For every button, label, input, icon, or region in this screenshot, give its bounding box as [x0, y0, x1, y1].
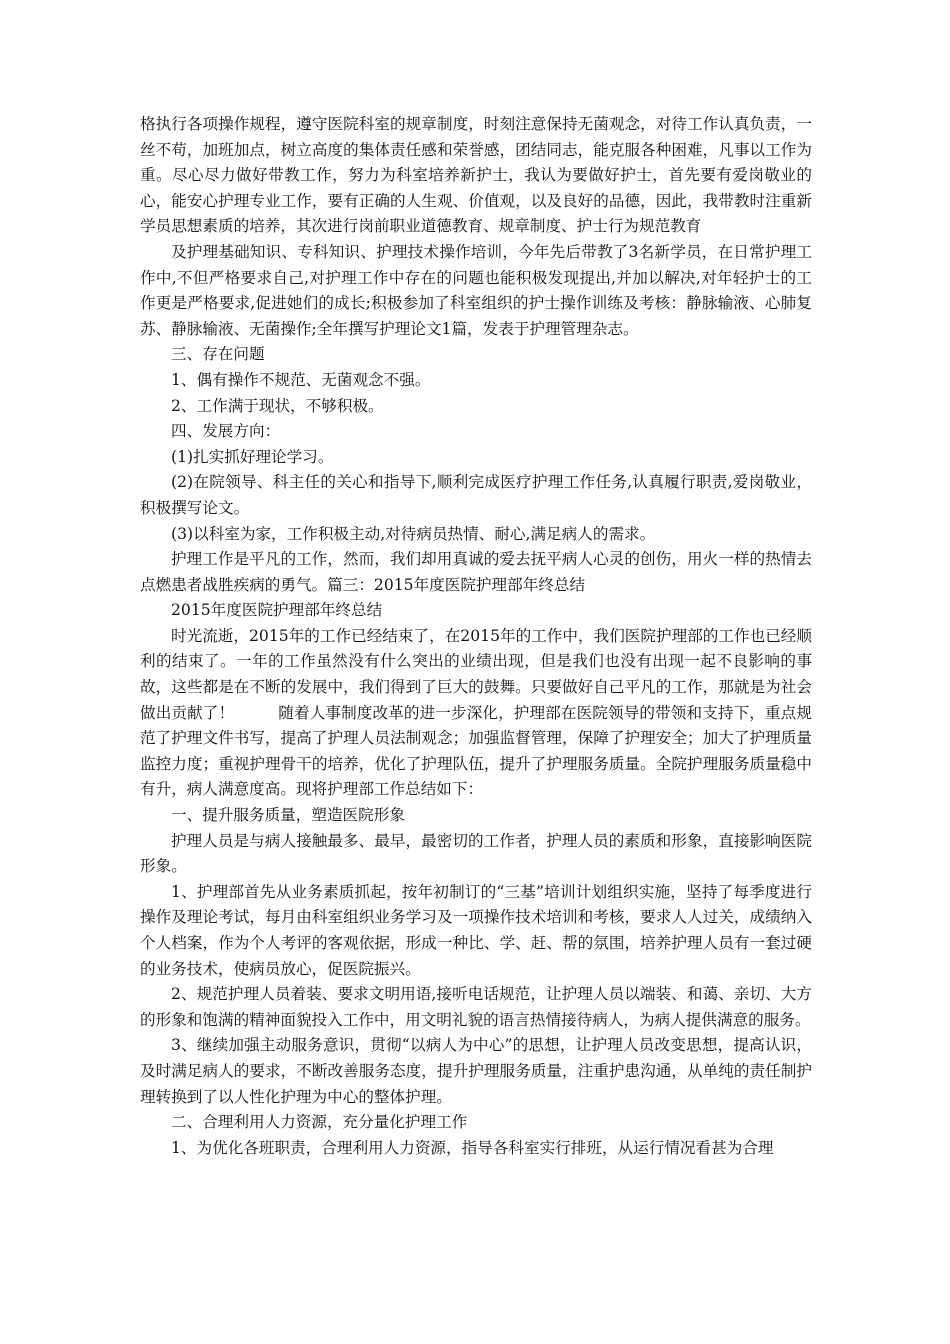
heading-service-quality: 一、提升服务质量，塑造医院形象 — [171, 806, 405, 825]
list-item-direction-3: (3)以科室为家，工作积极主动,对待病员热情、耐心,满足病人的需求。 — [171, 524, 656, 543]
heading-human-resources: 二、合理利用人力资源，充分量化护理工作 — [171, 1113, 468, 1132]
document-body — [140, 112, 812, 1161]
list-item-service-3: 3、继续加强主动服务意识，贯彻“以病人为中心”的思想，让护理人员改变思想，提高认识，及时满足病人的要求，不断改善服务态度，提升护理服务质量，注重护患沟通，从单纯的责任制护理转换到了以人性化护理为中心的整体护理。 — [140, 1036, 812, 1106]
list-item-problem-1: 1、偶有操作不规范、无菌观念不强。 — [171, 370, 431, 389]
paragraph-training: 及护理基础知识、专科知识、护理技术操作培训，今年先后带教了3名新学员，在日常护理工作中,不但严格要求自己,对护理工作中存在的问题也能积极发现提出,并加以解决,对年轻护士的工作更是严格要求,促进她们的成长;积极参加了科室组织的护士操作训练及考核：静脉输液、心肺复苏、静脉输液、无菌操作;全年撰写护理论文1篇，发表于护理管理杂志。 — [140, 242, 812, 338]
list-item-service-2: 2、规范护理人员着装、要求文明用语,接听电话规范，让护理人员以端装、和蔼、亲切、大方的形象和饱满的精神面貌投入工作中，用文明礼貌的语言热情接待病人，为病人提供满意的服务。 — [140, 985, 812, 1029]
intro-text: 时光流逝，2015年的工作已经结束了，在2015年的工作中，我们医院护理部的工作也已经顺利的结束了。一年的工作虽然没有什么突出的业绩出现，但是我们也没有出现一起不良影响的事故，这些都是在不断的发展中，我们得到了巨大的鼓舞。只要做好自己平凡的工作，那就是为社会做出贡献了！ — [140, 626, 812, 722]
list-item-resources-1: 1、为优化各班职责，合理利用人力资源，指导各科室实行排班，从运行情况看甚为合理 — [171, 1138, 774, 1157]
heading-problems: 三、存在问题 — [171, 345, 265, 364]
heading-direction: 四、发展方向： — [171, 422, 281, 441]
list-item-problem-2: 2、工作满于现状，不够积极。 — [171, 396, 384, 415]
section-title: 2015年度医院护理部年终总结 — [171, 601, 383, 620]
list-item-direction-1: (1)扎实抓好理论学习。 — [171, 447, 334, 466]
intro-text-continued: 随着人事制度改革的进一步深化，护理部在医院领导的带领和支持下，重点规范了护理文件书写，提高了护理人员法制观念；加强监督管理，保障了护理安全；加大了护理质量监控力度；重视护理骨干的培养，优化了护理队伍，提升了护理服务质量。全院护理服务质量稳中有升，病人满意度高。现将护理部工作总结如下： — [140, 703, 812, 799]
list-item-service-1: 1、护理部首先从业务素质抓起，按年初制订的“三基”培训计划组织实施，坚持了每季度进行操作及理论考试，每月由科室组织业务学习及一项操作技术培训和考核，要求人人过关，成绩纳入个人档案，作为个人考评的客观依据，形成一种比、学、赶、帮的氛围，培养护理人员有一套过硬的业务技术，使病员放心，促医院振兴。 — [140, 882, 812, 978]
paragraph-intro — [140, 624, 812, 803]
paragraph-continuation: 格执行各项操作规程，遵守医院科室的规章制度，时刻注意保持无菌观念，对待工作认真负责，一丝不苟，加班加点，树立高度的集体责任感和荣誉感，团结同志，能克服各种困难，凡事以工作为重。尽心尽力做好带教工作，努力为科室培养新护士，我认为要做好护士，首先要有爱岗敬业的心，能安心护理专业工作，要有正确的人生观、价值观，以及良好的品德，因此，我带教时注重新学员思想素质的培养，其次进行岗前职业道德教育、规章制度、护士行为规范教育 — [140, 115, 812, 236]
paragraph-conclusion: 护理工作是平凡的工作，然而，我们却用真诚的爱去抚平病人心灵的创伤，用火一样的热情去点燃患者战胜疾病的勇气。篇三：2015年度医院护理部年终总结 — [140, 550, 812, 594]
paragraph-staff-image: 护理人员是与病人接触最多、最早，最密切的工作者，护理人员的素质和形象，直接影响医院形象。 — [140, 831, 812, 876]
list-item-direction-2: (2)在院领导、科主任的关心和指导下,顺利完成医疗护理工作任务,认真履行职责,爱岗敬业，积极撰写论文。 — [140, 473, 812, 517]
